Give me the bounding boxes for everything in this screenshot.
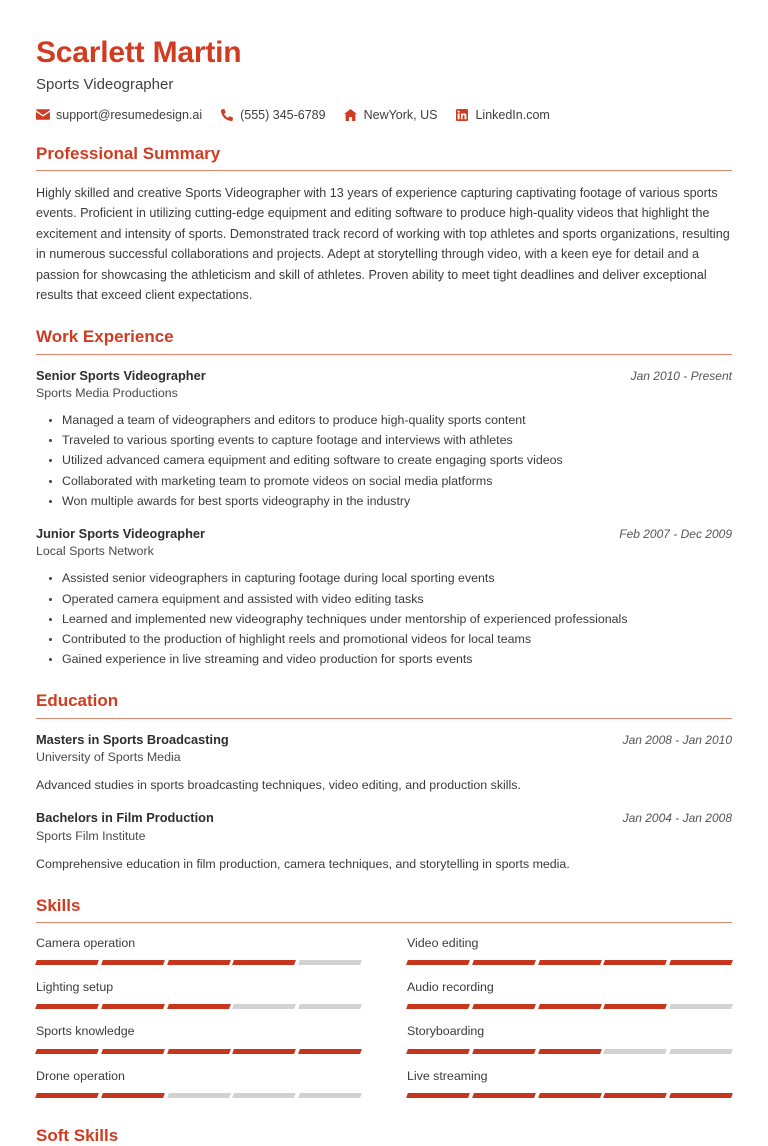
skill-item xyxy=(36,1023,361,1067)
skill-segment-filled xyxy=(472,1004,536,1009)
skill-segment-filled xyxy=(472,960,536,965)
skill-segment-filled xyxy=(101,960,165,965)
entry-bullet-list xyxy=(36,411,732,511)
skill-name: Video editing xyxy=(407,936,479,951)
skill-segment-filled xyxy=(167,1004,231,1009)
candidate-name: Scarlett Martin xyxy=(36,36,242,69)
section-professional-summary xyxy=(36,144,732,306)
section-title-summary: Professional Summary xyxy=(36,143,221,163)
skill-segment-filled xyxy=(101,1093,165,1098)
education-entry xyxy=(36,809,732,873)
entry-bullet: Operated camera equipment and assisted with video editing tasks xyxy=(62,590,732,609)
skill-name: Storyboarding xyxy=(407,1024,485,1039)
skill-segment-filled xyxy=(35,1049,99,1054)
skill-segment-filled xyxy=(603,1004,667,1009)
entry-bullet: Contributed to the production of highlight reels and promotional videos for local teams xyxy=(62,630,732,649)
section-education xyxy=(36,691,732,873)
work-entry xyxy=(36,525,732,669)
entry-dates: Jan 2008 - Jan 2010 xyxy=(622,732,732,747)
envelope-icon xyxy=(36,108,50,122)
skill-segment-filled xyxy=(603,960,667,965)
skill-segment-empty xyxy=(298,960,362,965)
entry-header xyxy=(36,809,732,826)
contact-phone-text: (555) 345-6789 xyxy=(240,107,326,122)
home-icon xyxy=(344,108,358,122)
contact-row xyxy=(36,108,732,122)
contact-location[interactable] xyxy=(344,108,438,122)
skill-segment-empty xyxy=(232,1004,296,1009)
skill-item xyxy=(36,979,361,1023)
contact-linkedin[interactable] xyxy=(455,108,549,122)
skill-segment-empty xyxy=(603,1049,667,1054)
skill-segment-empty xyxy=(298,1004,362,1009)
entry-role: Senior Sports Videographer xyxy=(36,367,206,383)
candidate-job-title: Sports Videographer xyxy=(36,75,174,93)
section-soft-skills xyxy=(36,1126,732,1146)
skill-segment-filled xyxy=(232,1049,296,1054)
skill-segment-empty xyxy=(298,1093,362,1098)
contact-phone[interactable] xyxy=(220,108,325,122)
entry-header xyxy=(36,367,732,384)
entry-description: Comprehensive education in film production, camera techniques, and storytelling in sports media. xyxy=(36,856,570,871)
contact-email-text: support@resumedesign.ai xyxy=(56,107,203,122)
entry-bullet: Managed a team of videographers and editors to produce high-quality sports content xyxy=(62,411,732,430)
skill-level-bar xyxy=(407,1093,732,1098)
skill-segment-filled xyxy=(232,960,296,965)
section-divider xyxy=(36,718,732,719)
entry-organization: Sports Film Institute xyxy=(36,828,146,843)
entry-bullet: Learned and implemented new videography techniques under mentorship of experienced professionals xyxy=(62,610,732,629)
entry-organization: Local Sports Network xyxy=(36,544,154,559)
skill-segment-filled xyxy=(669,1093,733,1098)
skill-segment-filled xyxy=(406,1004,470,1009)
skill-segment-filled xyxy=(669,960,733,965)
skill-segment-filled xyxy=(101,1049,165,1054)
skill-segment-filled xyxy=(472,1049,536,1054)
skill-name: Audio recording xyxy=(407,980,494,995)
skill-name: Lighting setup xyxy=(36,980,114,995)
entry-bullet: Utilized advanced camera equipment and editing software to create engaging sports videos xyxy=(62,451,732,470)
section-title-soft-skills: Soft Skills xyxy=(36,1125,119,1145)
contact-location-text: NewYork, US xyxy=(363,107,438,122)
section-title-skills: Skills xyxy=(36,895,81,915)
skill-segment-filled xyxy=(406,960,470,965)
skills-grid xyxy=(36,935,732,1112)
skill-segment-filled xyxy=(167,960,231,965)
entry-header xyxy=(36,525,732,542)
skill-segment-empty xyxy=(232,1093,296,1098)
entry-bullet-list xyxy=(36,569,732,669)
entry-dates: Jan 2004 - Jan 2008 xyxy=(622,811,732,826)
skill-segment-filled xyxy=(167,1049,231,1054)
section-divider xyxy=(36,354,732,355)
phone-icon xyxy=(220,108,234,122)
skill-segment-filled xyxy=(603,1093,667,1098)
skill-segment-empty xyxy=(669,1004,733,1009)
skill-name: Sports knowledge xyxy=(36,1024,135,1039)
entry-role: Bachelors in Film Production xyxy=(36,810,214,826)
contact-email[interactable] xyxy=(36,108,202,122)
skill-segment-filled xyxy=(406,1093,470,1098)
skill-name: Camera operation xyxy=(36,936,136,951)
skill-name: Live streaming xyxy=(407,1068,488,1083)
skill-segment-filled xyxy=(406,1049,470,1054)
skill-item xyxy=(407,1023,732,1067)
skill-name: Drone operation xyxy=(36,1068,125,1083)
skill-segment-filled xyxy=(35,960,99,965)
resume-header xyxy=(36,36,732,122)
linkedin-icon xyxy=(455,108,469,122)
section-title-work: Work Experience xyxy=(36,327,174,347)
skill-level-bar xyxy=(36,1004,361,1009)
entry-bullet: Traveled to various sporting events to capture footage and interviews with athletes xyxy=(62,431,732,450)
skill-item xyxy=(407,1068,732,1112)
entry-header xyxy=(36,731,732,748)
skill-segment-filled xyxy=(538,1093,602,1098)
skill-level-bar xyxy=(36,1049,361,1054)
summary-text: Highly skilled and creative Sports Videographer with 13 years of experience capturing captivating footage of various sports events. Proficient in utilizing cutting-edge equipment and editing software to produce high-quality videos that highlight the excitement and intensity of sports. Demonstrated track record of working with top athletes and sports organizations, resulting in numerous successful collaborations and projects. Adept at storytelling through video, with a keen eye for detail and a passion for showcasing the athleticism and skill of athletes. Proven ability to meet tight deadlines and deliver exceptional results that exceed client expectations. xyxy=(36,185,730,302)
work-entry xyxy=(36,367,732,511)
education-entry-list xyxy=(36,731,732,874)
skill-item xyxy=(407,979,732,1023)
skill-item xyxy=(36,1068,361,1112)
skill-segment-filled xyxy=(298,1049,362,1054)
entry-dates: Feb 2007 - Dec 2009 xyxy=(619,527,732,542)
entry-description: Advanced studies in sports broadcasting techniques, video editing, and production skills. xyxy=(36,778,521,793)
entry-bullet: Collaborated with marketing team to promote videos on social media platforms xyxy=(62,472,732,491)
education-entry xyxy=(36,731,732,795)
skill-segment-empty xyxy=(167,1093,231,1098)
skill-level-bar xyxy=(407,1049,732,1054)
contact-linkedin-text: LinkedIn.com xyxy=(475,107,550,122)
skill-segment-filled xyxy=(35,1004,99,1009)
entry-role: Masters in Sports Broadcasting xyxy=(36,731,229,747)
entry-bullet: Gained experience in live streaming and video production for sports events xyxy=(62,650,732,669)
entry-dates: Jan 2010 - Present xyxy=(630,368,732,383)
skill-segment-filled xyxy=(538,1004,602,1009)
skill-level-bar xyxy=(36,1093,361,1098)
entry-bullet: Assisted senior videographers in capturing footage during local sporting events xyxy=(62,569,732,588)
skill-segment-filled xyxy=(538,1049,602,1054)
skill-level-bar xyxy=(407,1004,732,1009)
skill-segment-filled xyxy=(472,1093,536,1098)
section-work-experience xyxy=(36,327,732,669)
skill-segment-filled xyxy=(538,960,602,965)
skill-level-bar xyxy=(36,960,361,965)
entry-role: Junior Sports Videographer xyxy=(36,526,205,542)
skill-level-bar xyxy=(407,960,732,965)
skill-segment-filled xyxy=(101,1004,165,1009)
skill-item xyxy=(407,935,732,979)
skill-item xyxy=(36,935,361,979)
section-title-education: Education xyxy=(36,691,119,711)
entry-bullet: Won multiple awards for best sports videography in the industry xyxy=(62,492,732,511)
skill-segment-filled xyxy=(35,1093,99,1098)
work-entry-list xyxy=(36,367,732,670)
skill-segment-empty xyxy=(669,1049,733,1054)
section-divider xyxy=(36,170,732,171)
section-divider xyxy=(36,922,732,923)
section-skills xyxy=(36,896,732,1112)
entry-organization: University of Sports Media xyxy=(36,750,181,765)
entry-organization: Sports Media Productions xyxy=(36,385,178,400)
